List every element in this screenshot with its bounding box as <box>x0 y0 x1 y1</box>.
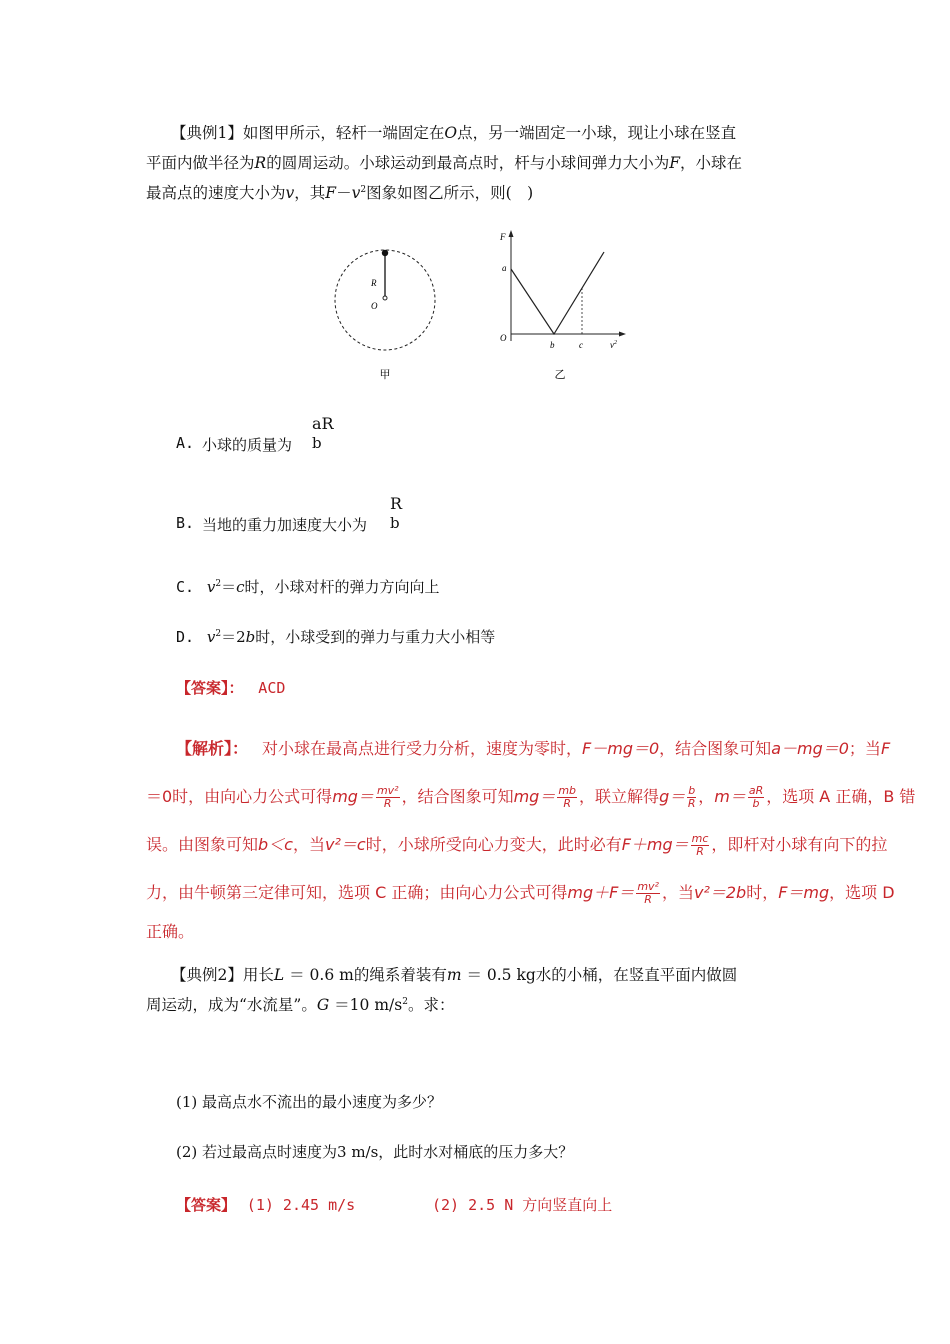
answer2-part1: (1) 2.45 m/s <box>246 1196 356 1214</box>
label-c: c <box>579 340 583 350</box>
analysis-line1: 【解析】： 对小球在最高点进行受力分析，速度为零时，F－mg＝0，结合图象可知a－mg＝0；当F <box>176 739 891 758</box>
example2-line2: 周运动，成为“水流星”。G ＝10 $m/s^2$。求： <box>146 996 455 1014</box>
option-c: C. $v^2=c$时，小球对杆的弹力方向向上 <box>176 578 440 596</box>
fraction-denominator: b <box>390 514 400 532</box>
pivot-O <box>383 296 387 300</box>
analysis-line5: 正确。 <box>146 922 195 941</box>
x-axis-arrow <box>619 332 626 337</box>
example2-line1: 【典例2】用长L ＝ 0.6 m的绳系着装有m ＝ 0.5 kg水的小桶，在竖直平面内做圆 <box>171 966 738 984</box>
analysis-line3: 误。由图象可知b＜c，当v²＝c时，小球所受向心力变大，此时必有F＋mg＝ $\frac{mc}{R}$ ，即杆对小球有向下的拉 <box>146 832 888 858</box>
example2-text <box>146 960 846 1020</box>
graph-line <box>511 252 604 334</box>
label-b: b <box>550 340 555 350</box>
figure-jia <box>330 240 442 385</box>
label-O: O <box>500 333 507 343</box>
analysis <box>146 725 936 947</box>
answer2-label: 【答案】 <box>176 1196 237 1214</box>
option-d: D. $v^2=2b$时，小球受到的弹力与重力大小相等 <box>176 628 496 646</box>
example1-line3: 最高点的速度大小为v，其$F-v^2$图象如图乙所示，则( ) <box>146 184 534 202</box>
example1-heading: 【典例1】 <box>171 124 243 142</box>
label-F: F <box>500 232 506 242</box>
label-v2: $v^2$ <box>610 340 617 350</box>
figure-yi <box>494 226 634 384</box>
label-O: O <box>371 301 378 311</box>
fraction-denominator: b <box>312 434 322 452</box>
question-1: (1) 最高点水不流出的最小速度为多少？ <box>176 1093 443 1111</box>
question-2: (2) 若过最高点时速度为3 m/s，此时水对桶底的压力多大？ <box>176 1143 574 1161</box>
answer1-value: ACD <box>258 679 286 697</box>
fraction-numerator: R <box>390 494 403 513</box>
ball <box>382 250 388 256</box>
example1-line2: 平面内做半径为R的圆周运动。小球运动到最高点时，杆与小球间弹力大小为F，小球在 <box>146 154 742 172</box>
answer2-part2: (2) 2.5 N 方向竖直向上 <box>431 1196 613 1214</box>
figure-jia-caption: 甲 <box>379 368 391 381</box>
analysis-line2: ＝0时，由向心力公式可得mg＝ $\frac{\text{mv²}}{R}$ ，结合图象可知mg＝ $\frac{mb}{R}$ ，联立解得g＝ $\frac{b}{R}$ ，m＝ $\frac{aR}{b}$ ，选项 A 正确，B 错 <box>146 784 916 810</box>
answer1 <box>176 677 285 698</box>
answer2 <box>176 1194 612 1215</box>
analysis-label: 【解析】： <box>176 739 249 758</box>
label-a: a <box>502 263 507 273</box>
example1-text <box>146 118 826 208</box>
label-R: R <box>371 278 377 288</box>
figure-yi-caption: 乙 <box>554 368 566 381</box>
analysis-line4: 力，由牛顿第三定律可知，选项 C 正确；由向心力公式可得mg＋F＝ $\frac{\text{mv²}}{R}$ ，当v²＝2b时，F＝mg，选项 D <box>146 880 895 906</box>
answer1-label: 【答案】： <box>176 679 244 697</box>
example2-heading: 【典例2】 <box>171 966 243 984</box>
y-axis-arrow <box>509 230 514 237</box>
fraction-numerator: aR <box>312 414 334 433</box>
example1-line1: 【典例1】如图甲所示，轻杆一端固定在O点，另一端固定一小球，现让小球在竖直 <box>171 124 737 142</box>
